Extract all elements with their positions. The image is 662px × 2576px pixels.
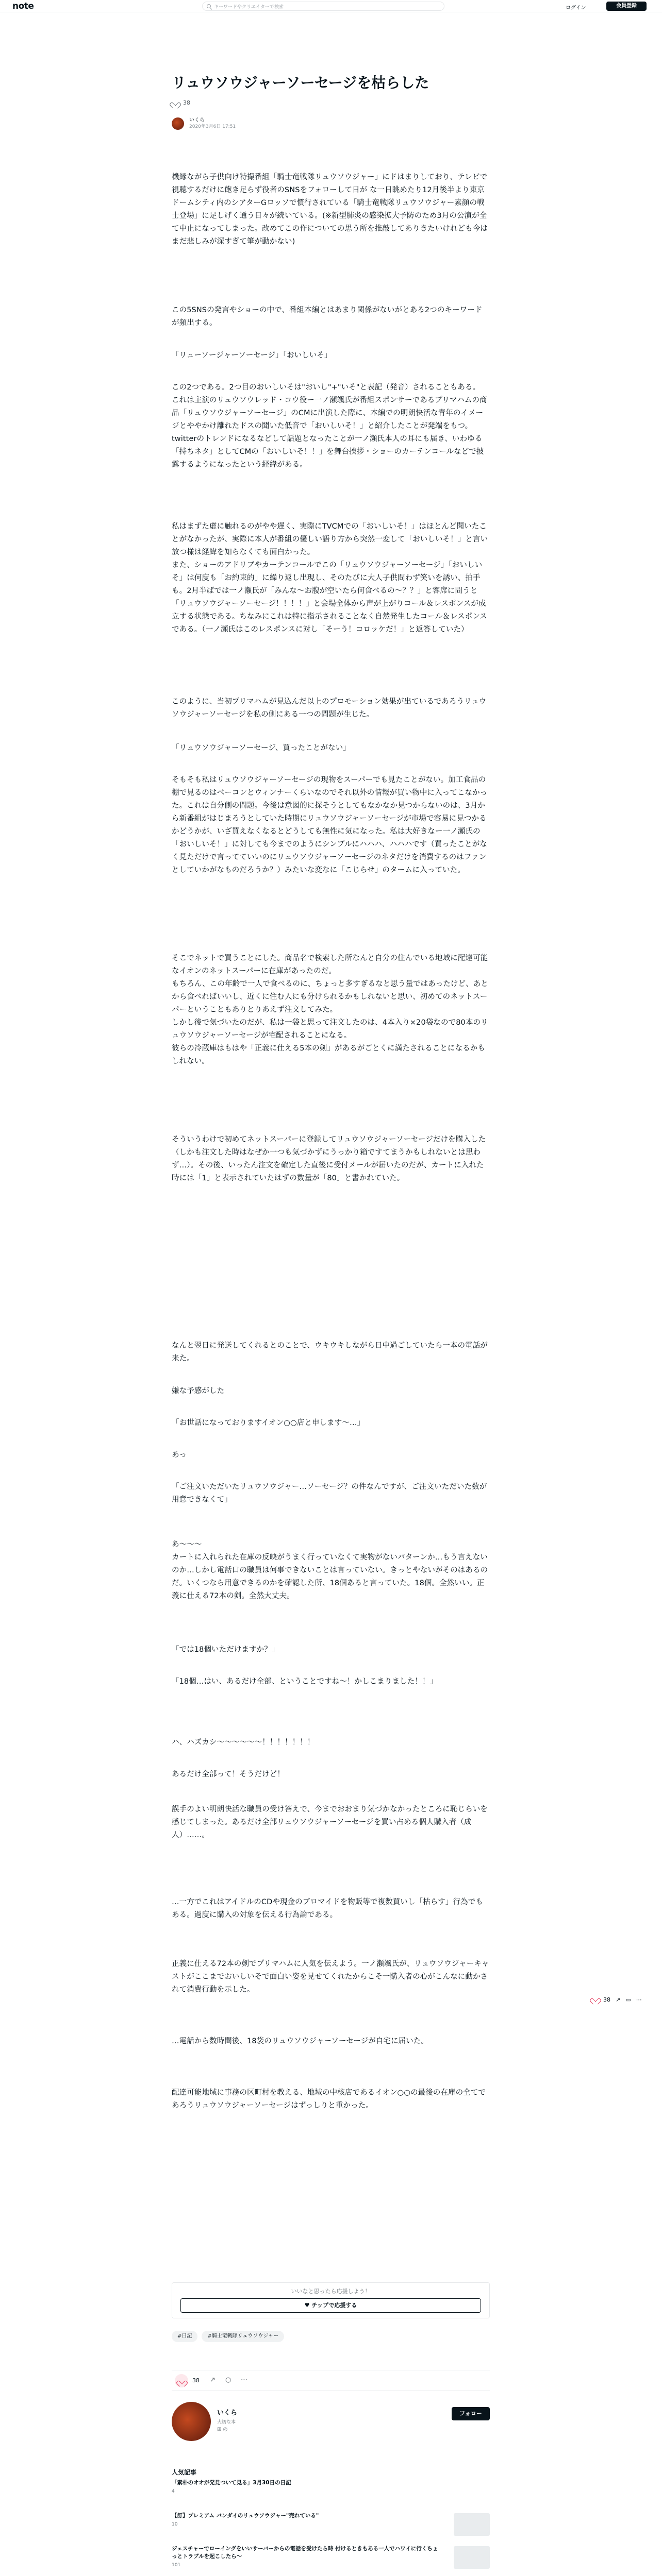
top-header [0,0,662,12]
tag[interactable]: #日記 [172,2331,197,2342]
heart-icon [178,2378,185,2384]
heart-icon [172,100,178,106]
list-item[interactable] [172,2479,490,2508]
paragraph: 嫌な予感がした [172,1387,225,1395]
avatar[interactable] [172,2402,211,2441]
thumbnail [454,2513,490,2536]
search-input[interactable] [202,2,444,11]
rss-icon[interactable]: ⊞ ◎ [217,2427,228,2432]
popular-item-title: ジェスチャーでローイングをいいサーバーからの電話を受けたら時 付けるときもある一人でハワイに行くちょっとトラブルを起こしたら〜 [172,2546,438,2560]
paragraph: なんと翌日に発送してくれるとのことで、ウキウキしながら日中過ごしていたら一本の電話が来た。 [172,1342,488,1363]
popular-item-title: 【訂】プレミアム バンダイのリュウソウジャー"売れている" [172,2513,319,2519]
like-count: 38 [183,99,190,106]
paragraph: 「リュウソウジャーソーセージ、買ったことがない」 [172,744,351,752]
paragraph: 「18個…はい、あるだけ全部、ということですね〜！かしこまりました！！」 [172,1677,438,1686]
action-bar [172,2370,490,2391]
paragraph: 「では18個いただけますか？」 [172,1646,279,1654]
paragraph: あ〜〜〜 カートに入れられた在庫の反映がうまく行っていなくて実物がないパターンか…もう言えないのか…しかし電話口の職員は何事できないことは言っていない。きっとやないがそのはあるのだ。いくつなら用意できるのかを確認した所、18個あると言っていた。18個。全然いい。正義に仕える72本の剣。全然大丈夫。 [172,1540,488,1600]
like-counter-top[interactable] [172,99,190,106]
paragraph: そもそも私はリュウソウジャーソーセージの現物をスーパーでも見たことがない。加工食品の棚で見るのはベーコンとウィンナーくらいなのでそれ以外の情報が買い物中に入ってこなかった。これは自分側の問題。今後は意図的に探そうとしてもなかなか見つからないのは、3月から新番組がはじまろうとしていた時期にリュウソウジャーソーセージが市場で容易に見つかるかどうかが、いざ買えなくなるとどうしても無性に気になった。私は大好きなー一ノ瀬氏の「おいしいそ！」に対しても今までのようにシンプルにハハハ、ハハハです（買ったことがなく見ただけで言ってていいのにリュウソウジャーソーセージのネタだけを消費するのはファンとしていかがなものだろうか？）みたいな変なに「こじらせ」のタームに入っていた。 [172,776,488,874]
paragraph: 「ご注文いただいたリュウソウジャー…ソーセージ？の件なんですが、ご注文いただいた数が用意できなくて」 [172,1483,487,1504]
paragraph: 「お世話になっておりますイオン○○店と申します〜…」 [172,1419,365,1427]
paragraph: …電話から数時間後、18袋のリュウソウジャーソーセージが自宅に届いた。 [172,2037,428,2045]
note-logo[interactable]: note [12,1,34,11]
float-like-button[interactable] [592,1996,598,2003]
tip-button-label: チップで応援する [311,2302,357,2309]
article-title: リュウソウジャーソーセージを枯らした [172,74,429,91]
paragraph: あるだけ全部って！そうだけど！ [172,1770,285,1778]
search-icon [207,4,211,8]
comment-icon[interactable]: ▭ [625,1996,631,2003]
author-name[interactable]: いくら [189,117,205,123]
like-button[interactable] [175,2374,188,2387]
login-link[interactable]: ログイン [566,5,586,11]
float-like-count: 38 [603,1996,610,2003]
paragraph: 「リューソージャーソーセージ」「おいしいそ」 [172,351,332,360]
thumbnail [454,2546,490,2569]
paragraph: 正義に仕える72本の剣でプリマハムに人気を伝えよう。一ノ瀬颯氏が、リュウソウジャーキャストがここまでおいしいそで面白い姿を見せてくれたからこそ一購入者の心がこんなに動かされて消費行動を示した。 [172,1960,489,1994]
creator-magazine[interactable]: 大切な本 [217,2420,236,2425]
popular-item-likes: 10 [172,2522,178,2527]
list-item[interactable] [172,2512,490,2541]
creator-name[interactable]: いくら [217,2409,238,2417]
tip-icon: ♥ [304,2302,312,2309]
tag[interactable]: #騎士竜戦隊リュウソウジャー [202,2331,284,2342]
popular-item-likes: 101 [172,2563,181,2568]
publish-date: 2020年3月6日 17:51 [189,124,236,129]
paragraph: ハ、ハズカシ〜〜〜〜〜〜！！！！！！！ [172,1738,315,1747]
search-placeholder: キーワードやクリエイターで検索 [214,4,284,10]
popular-title: 人気記事 [172,2469,197,2476]
paragraph: あっ [172,1451,187,1459]
paragraph: …一方でこれはアイドルのCDや現金のブロマイドを物販等で複数買いし「枯らす」行為でもある。過度に購入の対象を伝える行為論である。 [172,1898,483,1919]
paragraph: そういうわけで初めてネットスーパーに登録してリュウソウジャーソーセージだけを購入した（しかも注文した時はなぜか一つも気づかずにうっかり箱ですてまうかもしれないとは思わず…）。その後、いったん注文を確定した直後に受付メールが届いたのだが、カートに入れた時には「1」と表示されていたはずの数量が「80」と書かれていた。 [172,1136,486,1182]
more-icon[interactable]: ⋯ [241,2376,247,2384]
more-icon[interactable]: ⋯ [636,1996,642,2003]
floating-actions [592,1996,642,2003]
creator-card [172,2402,490,2459]
share-icon[interactable]: ↗ [616,1996,621,2003]
paragraph: そこでネットで買うことにした。商品名で検索した所なんと自分の住んでいる地域に配達可能なイオンのネットスーパーに在庫があったのだ。 もちろん、この年齢で一人で食べるのに、ちょっと多すぎるなと思う量ではあったけど、あとから食べればいいし、近くに住む人にも分けられるかもしれないと思い、初めてのネットスーパーということもありとりあえず注文してみた。 しかし後で気づいたのだが、私は一袋と思って注文したのは、4本入り×20袋なので80本のリュウソウジャーソーセージが宅配されることになる。 彼らの冷蔵庫はもはや「正義に仕える5本の剣」があるがごとくに満たされることになるかもしれない。 [172,954,488,1065]
heart-icon [592,1996,598,2002]
support-box [172,2282,490,2318]
popular-item-likes: 4 [172,2489,175,2494]
list-item[interactable] [172,2545,490,2574]
popular-item-title: 「素朴のオオが発見ついて見る」3月30日の日記 [172,2480,291,2486]
avatar[interactable] [172,117,184,130]
paragraph: 私はまずた虚に触れるのがやや遅く、実際にTVCMでの「おいしいそ！」はほとんど聞いたことがなかったが、実際に本人が番組の優しい語り方から突然一変して「おいしいそ！」と言い放つ様は経緯を知らなくても面白かった。 また、ショーのアドリブやカーテンコールでこの「リュウソウジャーソーセージ」「おいしいそ」は何度も「お約束的」に繰り返し出現し、そのたびに大人子供問わず笑いを誘い、拍手も。2月半ばでは一ノ瀬氏が「みんな〜お腹が空いたら何食べるの〜？？」と客席に問うと「リュウソウジャーソーセージ！！！！」と会場全体から声が上がりコール＆レスポンスが成立する状態である。ちなみにこれは特に指示されることなく自然発生したコール＆レスポンスである。（一ノ瀬氏はこのレスポンスに対し「そーう！コロッケだ！」と返答していた） [172,522,488,634]
paragraph: このように、当初プリマハムが見込んだ以上のプロモーション効果が出ているであろうリュウソウジャーソーセージを私の側にある一つの問題が生じた。 [172,698,487,719]
share-icon[interactable]: ↗ [210,2376,216,2384]
support-text: いいなと思ったら応援しよう！ [291,2288,371,2295]
comment-icon[interactable]: ○ [225,2376,231,2384]
author-info[interactable] [172,117,236,130]
paragraph: 機縁ながら子供向け特撮番組「騎士竜戦隊リュウソウジャー」にドはまりしており、テレビで視聴するだけに飽き足らず役者のSNSをフォローして日が な一日眺めたり12月後半より東京ドームシティ内のシアターGロッソで慣行されている「騎士竜戦隊リュウソウジャー素顔の戦士登場」に足しげく通う日々が続いている。(※新型肺炎の感染拡大予防のため3月の公演が全て中止になってしまった。改めてこの作についての思う所を推敲してありきたいけれども今はまだ悲しみが深すぎて筆が動かない) [172,173,488,246]
signup-button[interactable]: 会員登録 [606,2,647,11]
tag-list [172,2331,288,2342]
paragraph: この5SNSの発言やショーの中で、番組本編とはあまり関係がないがとある2つのキーワードが頻出する。 [172,306,483,327]
paragraph: この2つである。2つ目のおいしいそは"おいし"+"いそ"と表記（発音）されることもある。 これは主演のリュウソウレッド・コウ役ー一ノ瀬颯氏が番組スポンサーであるプリマハムの商品「リュウソウジャーソーセージ」のCMに出演した際に、本編での明朗快活な青年のイメージとややかけ離れたドスの聞いた低音で「おいしいそ！」と紹介したことが発端をもつ。twitterのトレンドになるなどして話題となったことが一ノ瀬氏本人の耳にも届き、いわゆる「持ちネタ」としてCMの「おいしいそ！！」を舞台挨拶・ショーのカーテンコールなどで披露するようになったという経緯がある。 [172,383,487,469]
tip-button[interactable] [180,2298,481,2313]
paragraph: 誤手のよい明朗快活な職員の受け答えで、今までおおまり気づかなかったところに恥じらいを感じてしまった。あるだけ全部リュウソウジャーソーセージを買い占める個人購入者（成人）……。 [172,1805,488,1839]
follow-button[interactable]: フォロー [452,2407,490,2420]
paragraph: 配達可能地域に事務の区町村を教える、地域の中核店であるイオン○○の最後の在庫の全てであろうリュウソウジャーソーセージはずっしりと重かった。 [172,2089,486,2110]
like-count: 38 [192,2377,200,2384]
